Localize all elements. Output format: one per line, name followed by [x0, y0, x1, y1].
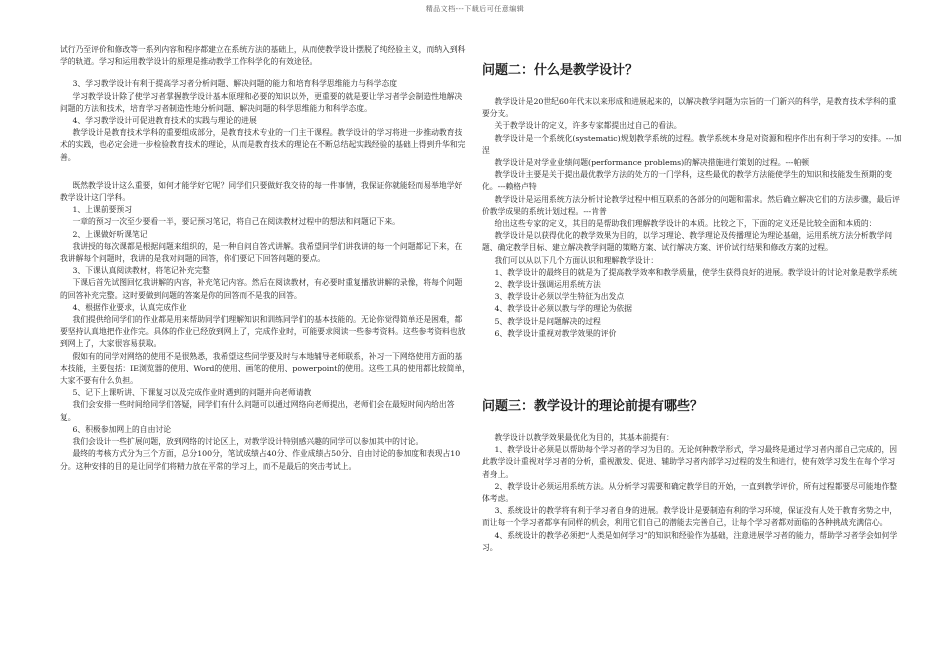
right-column — [482, 44, 902, 554]
point-4-title: 4、学习教学设计可促进教育技术的实践与理论的进展 — [72, 116, 257, 126]
step-2-body: 我讲授的每次课都是根据问题来组织的，是一种自问自答式讲解。我希望同学们讲我讲的每一个问题都记下来，在我讲解每个问题时，我讲的是我对问题的回答，你们要记下回答问题的要点。 — [60, 241, 463, 264]
q2-paragraph-8: 教学设计是以获得优化的教学效果为目的，以学习理论、教学理论及传播理论为理论基础，运用系统方法分析教学问题、确定教学目标、建立解决教学问题的策略方案、试行解决方案、评价试行结果和修改方案的过程。 — [482, 231, 893, 253]
q2-list-item: 2、教学设计强调运用系统方法 — [494, 280, 601, 290]
q2-list-item: 4、教学设计必须以教与学的理论为依据 — [494, 304, 632, 314]
page-header: 精品文档---下载后可任意编辑 — [425, 5, 525, 13]
left-column — [60, 44, 470, 473]
step-5-title: 5、记下上课听讲、下课复习以及完成作业时遇到的问题并向老师请教 — [72, 388, 312, 398]
point-3-body: 学习教学设计除了使学习者掌握教学设计基本原理和必要的知识以外，更重要的就是要让学习者学会制造性地解决问题的方法和技术，培育学习者制造性地分析问题、解决问题的科学思维能力和科学态度。 — [60, 91, 463, 113]
step-4-title: 4、根据作业要求，认真完成作业 — [72, 302, 187, 312]
q3-list-item: 3、系统设计的教学将有利于学习者自身的进展。教学设计是要制造有利的学习环境，保证没有人处于教育劣势之中，而让每一个学习者都享有同样的机会，利用它们自己的潜能去完善自己，让每个学习者都对面临的各种挑战充满信心。 — [482, 506, 898, 528]
step-2-title: 2、上课做好听课笔记 — [72, 229, 148, 239]
q2-paragraph-1: 教学设计是20世纪60年代末以来形成和进展起来的，以解决教学问题为宗旨的一门新兴的科学，是教育技术学科的重要分支。 — [482, 97, 897, 119]
q2-paragraph-9: 我们可以从以下几个方面认识和理解教学设计： — [494, 255, 659, 265]
step-5-body: 我们会安排一些时间给同学们答疑，同学们有什么问题可以通过网络向老师提出，老师们会在最短时间内给出答复。 — [60, 400, 455, 422]
q3-paragraph-1: 教学设计以教学效果最优化为目的，其基本前提有： — [494, 433, 674, 443]
q2-list-item: 6、教学设计重视对教学效果的评价 — [494, 328, 617, 338]
q2-list-item: 5、教学设计是问题解决的过程 — [494, 316, 601, 326]
q2-paragraph-7: 给出这些专家的定义，其目的是帮助我们理解教学设计的本质。比较之下，下面的定义还是比较全面和本质的： — [494, 219, 877, 229]
q2-definition-gagne: 教学设计是一个系统化(systematic)规划教学系统的过程。教学系统本身是对资源和程序作出有利于学习的安排。---加涅 — [482, 133, 902, 155]
question-2-heading: 问题二：什么是教学设计？ — [482, 63, 639, 78]
q2-definition-reigeluth: 教学设计主要是关于提出最优教学方法的处方的一门学科，这些最优的教学方法能使学生的知识和技能发生预期的变化。---赖格卢特 — [482, 170, 893, 192]
intro-paragraph: 试行乃至评价和修改等一系列内容和程序都建立在系统方法的基础上，从而使教学设计摆脱了纯经验主义，而纳入到科学的轨道。学习和运用教学设计的原理是推动教学工作科学化的有效途径。 — [60, 45, 466, 67]
step-3-body: 下课后首先试图回忆我讲解的内容，补充笔记内容。然后在阅读教材，有必要时重复播放讲解的录像，将每个问题的回答补充完整。这时要做到问题的答案是你的回答而不是我的回答。 — [60, 278, 463, 300]
point-4-body: 教学设计是教育技术学科的重要组成部分，是教育技术专业的一门主干课程。教学设计的学习将进一步推动教育技术的实践，也必定会进一步检验教育技术的理论，从而是教育技术的理论在不断总结起实践经验的基础上得到升华和完善。 — [60, 128, 466, 162]
q2-list-item: 1、教学设计的最终目的就是为了提高教学效率和教学质量，使学生获得良好的进展。教学设计的讨论对象是教学系统 — [494, 267, 898, 277]
step-6-title: 6、积极参加网上的自由讨论 — [72, 424, 171, 434]
study-intro: 既然教学设计这么重要，如何才能学好它呢？同学们只要做好我交待的每一件事情，我保证你就能轻而易举地学好教学设计这门学科。 — [60, 180, 463, 203]
q2-definition-patton: 教学设计是对学业业绩问题(performance problems)的解决措施进行策划的过程。---帕顿 — [494, 158, 810, 168]
step-1-title: 1、上课前要预习 — [72, 205, 133, 215]
q2-definition-kemp: 教学设计是运用系统方法分析讨论教学过程中相互联系的各部分的问题和需求。然后确立解决它们的方法步骤，最后评价教学成果的系统计划过程。---肯普 — [482, 194, 900, 216]
q2-list-item: 3、教学设计必须以学生特征为出发点 — [494, 292, 625, 302]
q2-paragraph-2: 关于教学设计的定义，许多专家都提出过自己的看法。 — [494, 121, 682, 131]
step-6-body: 我们会设计一些扩展问题，放到网络的讨论区上，对教学设计特别感兴趣的同学可以参加其中的讨论。 — [72, 437, 424, 447]
q3-list-item: 2、教学设计必须运用系统方法。从分析学习需要和确定教学目的开始，一直到教学评价，所有过程都要尽可能地作整体考虑。 — [482, 481, 898, 504]
q3-list-item: 4、系统设计的教学必须把“人类是如何学习”的知识和经验作为基础，注意进展学习者的能力，帮助学习者学会如何学习。 — [482, 530, 898, 552]
exam-paragraph: 最终的考核方式分为三个方面，总分100分，笔试成绩占40分、作业成绩占50分、自由讨论的参加度和表现占10分。这种安排的目的是让同学们将精力放在平常的学习上，而不是最后的突击考试上。 — [60, 449, 461, 471]
q3-list-item: 1、教学设计必须是以帮助每个学习者的学习为目的。无论何种教学形式，学习最终是通过学习者内部自己完成的，因此教学设计重视对学习者的分析，重视激发、促进、辅助学习者内部学习过程的发生和进行，使有效学习发生在每个学习者身上。 — [482, 445, 898, 479]
step-4-body-1: 我们提供给同学们的作业都是用来帮助同学们理解知识和训练同学们的基本技能的。无论你觉得简单还是困难，都要坚持认真地把作业作完。具体的作业已经放到网上了，完成作业时，可能要求阅读一些参考资料。这些参考资料也放到网上了，大家很容易获取。 — [60, 315, 466, 349]
question-3-heading: 问题三：教学设计的理论前提有哪些？ — [482, 399, 704, 415]
step-1-body: 一章的预习一次至少要看一半，要记预习笔记，将自己在阅读教材过程中的想法和问题记下来。 — [72, 217, 400, 227]
point-3-title: 3、学习教学设计有利于提高学习者分析问题、解决问题的能力和培育科学思维能力与科学态度 — [72, 79, 398, 89]
step-4-body-2: 假如有的同学对网络的使用不是很熟悉，我希望这些同学要及时与本地辅导老师联系，补习一下网络使用方面的基本技能，主要包括：IE浏览器的使用、Word的使用、画笔的使用、powerpoint的使用。这些工具的使用都比较简单，大家不要有什么负担。 — [60, 351, 470, 386]
step-3-title: 3、下课认真阅读教材，将笔记补充完整 — [72, 266, 210, 276]
